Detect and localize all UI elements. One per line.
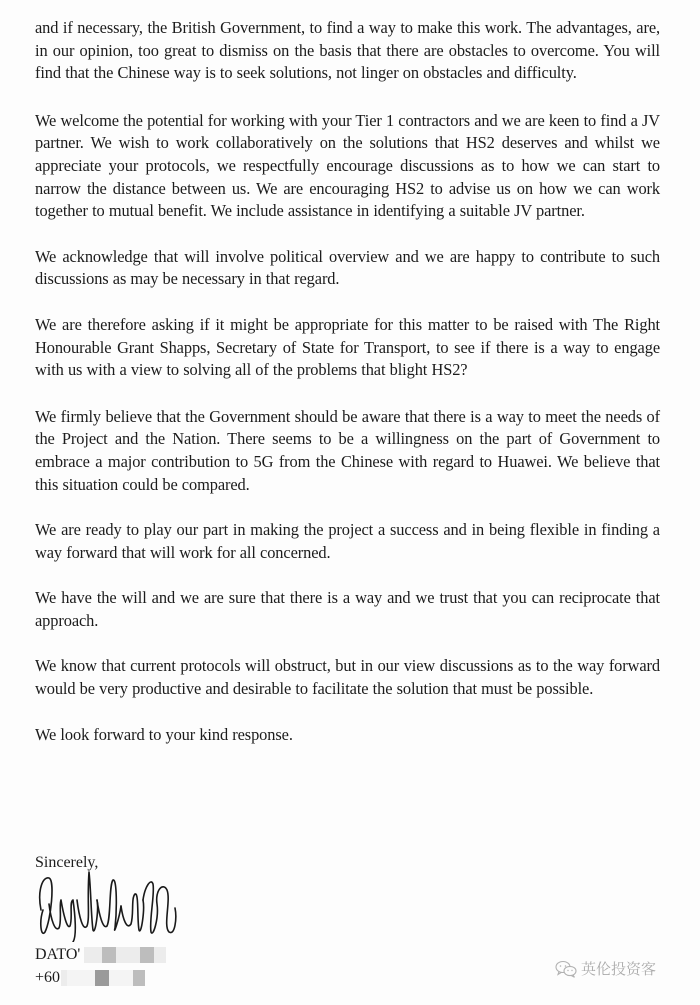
paragraph-2: We welcome the potential for working with your Tier 1 contractors and we are keen to find a JV partner. We wish to work collaboratively on the solutions that HS2 deserves and whilst we appreciate your protocols, we respectfully encourage discussions as to how we can start to narrow the distance between us. We are encouraging HS2 to advise us on how we can work together to mutual benefit. We include assistance in identifying a suitable JV partner. [35, 110, 660, 221]
paragraph-8: We know that current protocols will obstruct, but in our view discussions as to the way forward would be very productive and desirable to facilitate the solution that must be possible. [35, 656, 660, 699]
redaction-block [109, 970, 133, 986]
redaction-block [154, 947, 166, 963]
signatory-name [35, 945, 166, 965]
paragraph-1: and if necessary, the British Government, to find a way to make this work. The advantages, are, in our opinion, too great to dismiss on the basis that there are obstacles to overcome. You will find that the Chinese way is to seek solutions, not linger on obstacles and difficulty. [35, 18, 660, 83]
signature-icon [35, 870, 185, 942]
closing-salutation: Sincerely, [35, 854, 99, 871]
watermark-text: 英伦投资客 [581, 960, 657, 978]
redaction-block [67, 970, 95, 986]
redaction-block [133, 970, 145, 986]
signatory-name-prefix: DATO' [35, 946, 81, 963]
paragraph-4: We are therefore asking if it might be appropriate for this matter to be raised with The Right Honourable Grant Shapps, Secretary of State for Transport, to see if there is a way to engage with us with a view to solving all of the problems that blight HS2? [35, 314, 660, 380]
paragraph-6: We are ready to play our part in making the project a success and in being flexible in finding a way forward that will work for all concerned. [35, 520, 660, 562]
redaction-block [102, 947, 116, 963]
signatory-phone [35, 968, 145, 988]
redaction-block [95, 970, 109, 986]
paragraph-5: We firmly believe that the Government should be aware that there is a way to meet the needs of the Project and the Nation. There seems to be a willingness on the part of Government to embrace a major contribution to 5G from the Chinese with regard to Huawei. We believe that this situation could be compared. [35, 406, 660, 494]
wechat-icon [555, 960, 577, 978]
watermark [555, 958, 656, 979]
phone-prefix: +60 [35, 969, 61, 986]
redaction-block [140, 947, 154, 963]
paragraph-3: We acknowledge that will involve political overview and we are happy to contribute to such discussions as may be necessary in that regard. [35, 246, 660, 289]
paragraph-9: We look forward to your kind response. [35, 724, 293, 744]
redaction-block [116, 947, 140, 963]
letter-body [35, 17, 660, 768]
redaction-block [84, 947, 102, 963]
paragraph-7: We have the will and we are sure that there is a way and we trust that you can reciprocate that approach. [35, 588, 660, 630]
